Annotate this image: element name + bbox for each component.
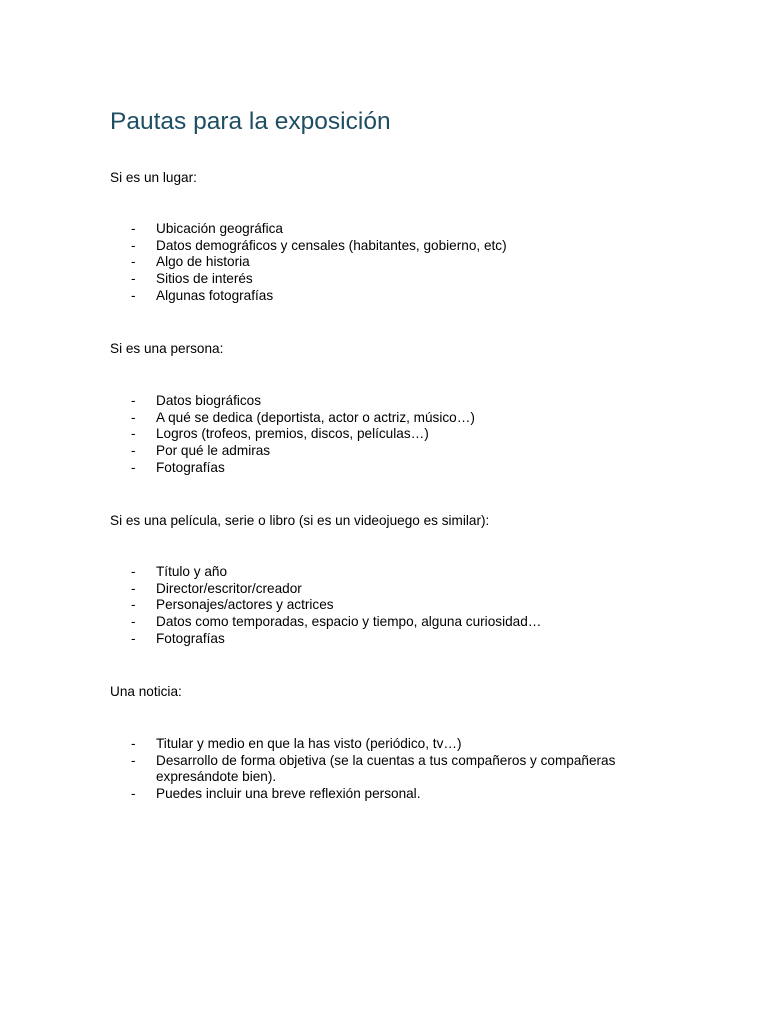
list-item-text: Datos como temporadas, espacio y tiempo, alguna curiosidad…	[156, 614, 542, 630]
section-heading-film-series-book: Si es una película, serie o libro (si es un videojuego es similar):	[110, 513, 490, 528]
list-item-text: Por qué le admiras	[156, 443, 271, 459]
list-item	[0, 597, 768, 614]
bullet-dash: -	[131, 426, 136, 442]
list-item	[0, 254, 768, 271]
list-item-text: Título y año	[156, 564, 228, 579]
list-item	[0, 614, 768, 631]
bullet-dash: -	[131, 409, 136, 425]
list-item	[0, 753, 768, 786]
list-item	[0, 460, 768, 477]
list-item-text: A qué se dedica (deportista, actor o actriz, músico…)	[156, 409, 475, 425]
bullet-dash: -	[131, 752, 136, 768]
list-film-series-book	[0, 564, 768, 648]
list-place	[0, 221, 768, 305]
bullet-dash: -	[131, 271, 136, 287]
list-item	[0, 393, 768, 410]
list-item	[0, 238, 768, 255]
list-item-text: Desarrollo de forma objetiva (se la cuentas a tus compañeros y compañeras expresándote bien).	[156, 752, 616, 785]
bullet-dash: -	[131, 459, 136, 475]
bullet-dash: -	[131, 630, 136, 646]
list-item-text: Titular y medio en que la has visto (periódico, tv…)	[156, 736, 462, 751]
list-news	[0, 736, 768, 803]
list-item	[0, 410, 768, 427]
list-item-text: Puedes incluir una breve reflexión personal.	[156, 786, 421, 802]
bullet-dash: -	[131, 614, 136, 630]
list-item-text: Algunas fotografías	[156, 287, 274, 303]
list-item-text: Ubicación geográfica	[156, 221, 283, 236]
list-item-text: Sitios de interés	[156, 271, 253, 287]
list-item-text: Personajes/actores y actrices	[156, 597, 334, 613]
list-item	[0, 426, 768, 443]
list-item	[0, 221, 768, 238]
list-item-text: Fotografías	[156, 630, 225, 646]
list-person	[0, 393, 768, 477]
section-heading-news: Una noticia:	[110, 684, 182, 699]
list-item	[0, 786, 768, 803]
bullet-dash: -	[131, 254, 136, 270]
list-item	[0, 443, 768, 460]
list-item	[0, 271, 768, 288]
bullet-dash: -	[131, 221, 136, 236]
bullet-dash: -	[131, 736, 136, 751]
bullet-dash: -	[131, 597, 136, 613]
bullet-dash: -	[131, 287, 136, 303]
section-heading-place: Si es un lugar:	[110, 170, 197, 185]
list-item	[0, 631, 768, 648]
list-item-text: Datos biográficos	[156, 393, 262, 408]
bullet-dash: -	[131, 564, 136, 579]
list-item-text: Director/escritor/creador	[156, 580, 302, 596]
list-item	[0, 581, 768, 598]
bullet-dash: -	[131, 237, 136, 253]
list-item-text: Fotografías	[156, 459, 225, 475]
list-item-text: Logros (trofeos, premios, discos, películas…)	[156, 426, 429, 442]
list-item	[0, 736, 768, 753]
bullet-dash: -	[131, 393, 136, 408]
bullet-dash: -	[131, 786, 136, 802]
document-title: Pautas para la exposición	[110, 108, 391, 135]
bullet-dash: -	[131, 443, 136, 459]
bullet-dash: -	[131, 580, 136, 596]
list-item-text: Datos demográficos y censales (habitantes, gobierno, etc)	[156, 237, 507, 253]
section-heading-person: Si es una persona:	[110, 341, 224, 356]
list-item	[0, 564, 768, 581]
list-item	[0, 288, 768, 305]
list-item-text: Algo de historia	[156, 254, 250, 270]
